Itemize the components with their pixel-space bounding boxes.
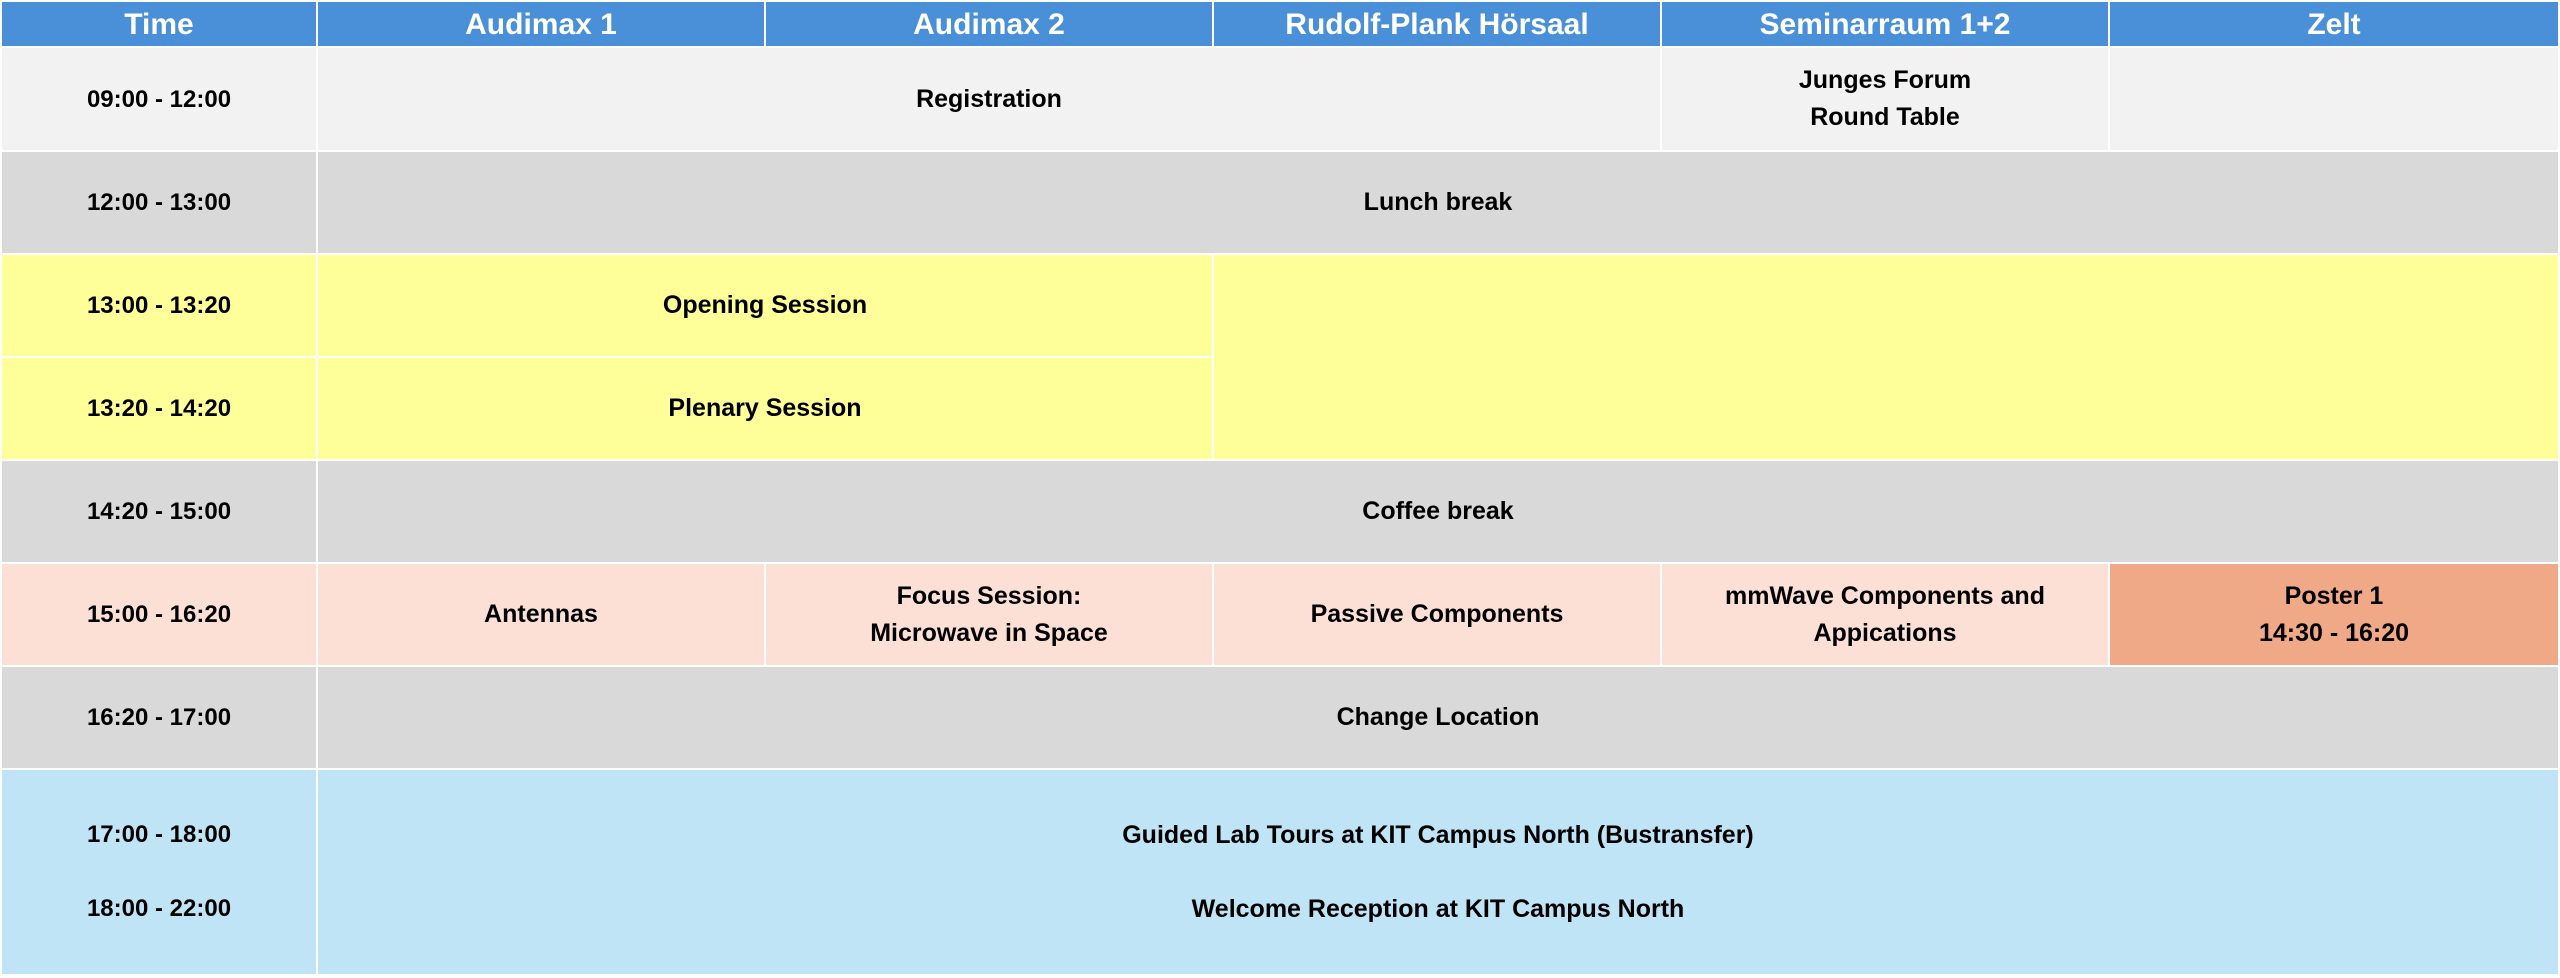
time-cell: 14:20 - 15:00 — [1, 460, 317, 563]
header-room-seminarraum: Seminarraum 1+2 — [1661, 1, 2109, 47]
row-evening — [1, 769, 2559, 975]
junges-forum-cell — [1661, 47, 2109, 151]
passive-components-cell: Passive Components — [1213, 563, 1661, 666]
opening-session-cell: Opening Session — [317, 254, 1213, 357]
row-registration — [1, 47, 2559, 151]
header-room-zelt: Zelt — [2109, 1, 2559, 47]
lunch-break-cell: Lunch break — [317, 151, 2559, 254]
row-sessions — [1, 563, 2559, 666]
plenary-empty-area — [1213, 254, 2559, 460]
junges-forum-line2: Round Table — [1810, 103, 1960, 131]
zelt-empty-cell — [2109, 47, 2559, 151]
row-opening — [1, 254, 2559, 357]
welcome-reception-label: Welcome Reception at KIT Campus North — [1191, 895, 1685, 923]
time-cell: 09:00 - 12:00 — [1, 47, 317, 151]
antennas-cell: Antennas — [317, 563, 765, 666]
header-time: Time — [1, 1, 317, 47]
evening-events-cell — [317, 769, 2559, 975]
poster-line1: Poster 1 — [2284, 581, 2384, 610]
row-coffee — [1, 460, 2559, 563]
mmwave-cell — [1661, 563, 2109, 666]
focus-session-line2: Microwave in Space — [870, 618, 1108, 647]
row-lunch — [1, 151, 2559, 254]
header-room-audimax-1: Audimax 1 — [317, 1, 765, 47]
time-cell: 12:00 - 13:00 — [1, 151, 317, 254]
evening-time-1: 17:00 - 18:00 — [86, 821, 232, 848]
change-location-cell: Change Location — [317, 666, 2559, 769]
poster-line2: 14:30 - 16:20 — [2258, 618, 2410, 647]
header-room-audimax-2: Audimax 2 — [765, 1, 1213, 47]
mmwave-line1: mmWave Components and — [1725, 581, 2045, 610]
row-change-location — [1, 666, 2559, 769]
lab-tours-label: Guided Lab Tours at KIT Campus North (Bustransfer) — [1122, 821, 1754, 849]
poster-cell — [2109, 563, 2559, 666]
evening-time-2: 18:00 - 22:00 — [86, 895, 232, 922]
coffee-break-cell: Coffee break — [317, 460, 2559, 563]
focus-session-cell — [765, 563, 1213, 666]
header-room-rudolf-plank: Rudolf-Plank Hörsaal — [1213, 1, 1661, 47]
focus-session-line1: Focus Session: — [896, 581, 1082, 610]
time-cell: 13:20 - 14:20 — [1, 357, 317, 460]
registration-cell: Registration — [317, 47, 1661, 151]
evening-time-cell — [1, 769, 317, 975]
time-cell: 13:00 - 13:20 — [1, 254, 317, 357]
header-row — [1, 1, 2559, 47]
time-cell: 15:00 - 16:20 — [1, 563, 317, 666]
junges-forum-line1: Junges Forum — [1798, 66, 1972, 94]
schedule-body — [1, 47, 2559, 975]
time-cell: 16:20 - 17:00 — [1, 666, 317, 769]
plenary-session-cell: Plenary Session — [317, 357, 1213, 460]
schedule-header — [1, 1, 2559, 47]
mmwave-line2: Appications — [1813, 618, 1957, 647]
